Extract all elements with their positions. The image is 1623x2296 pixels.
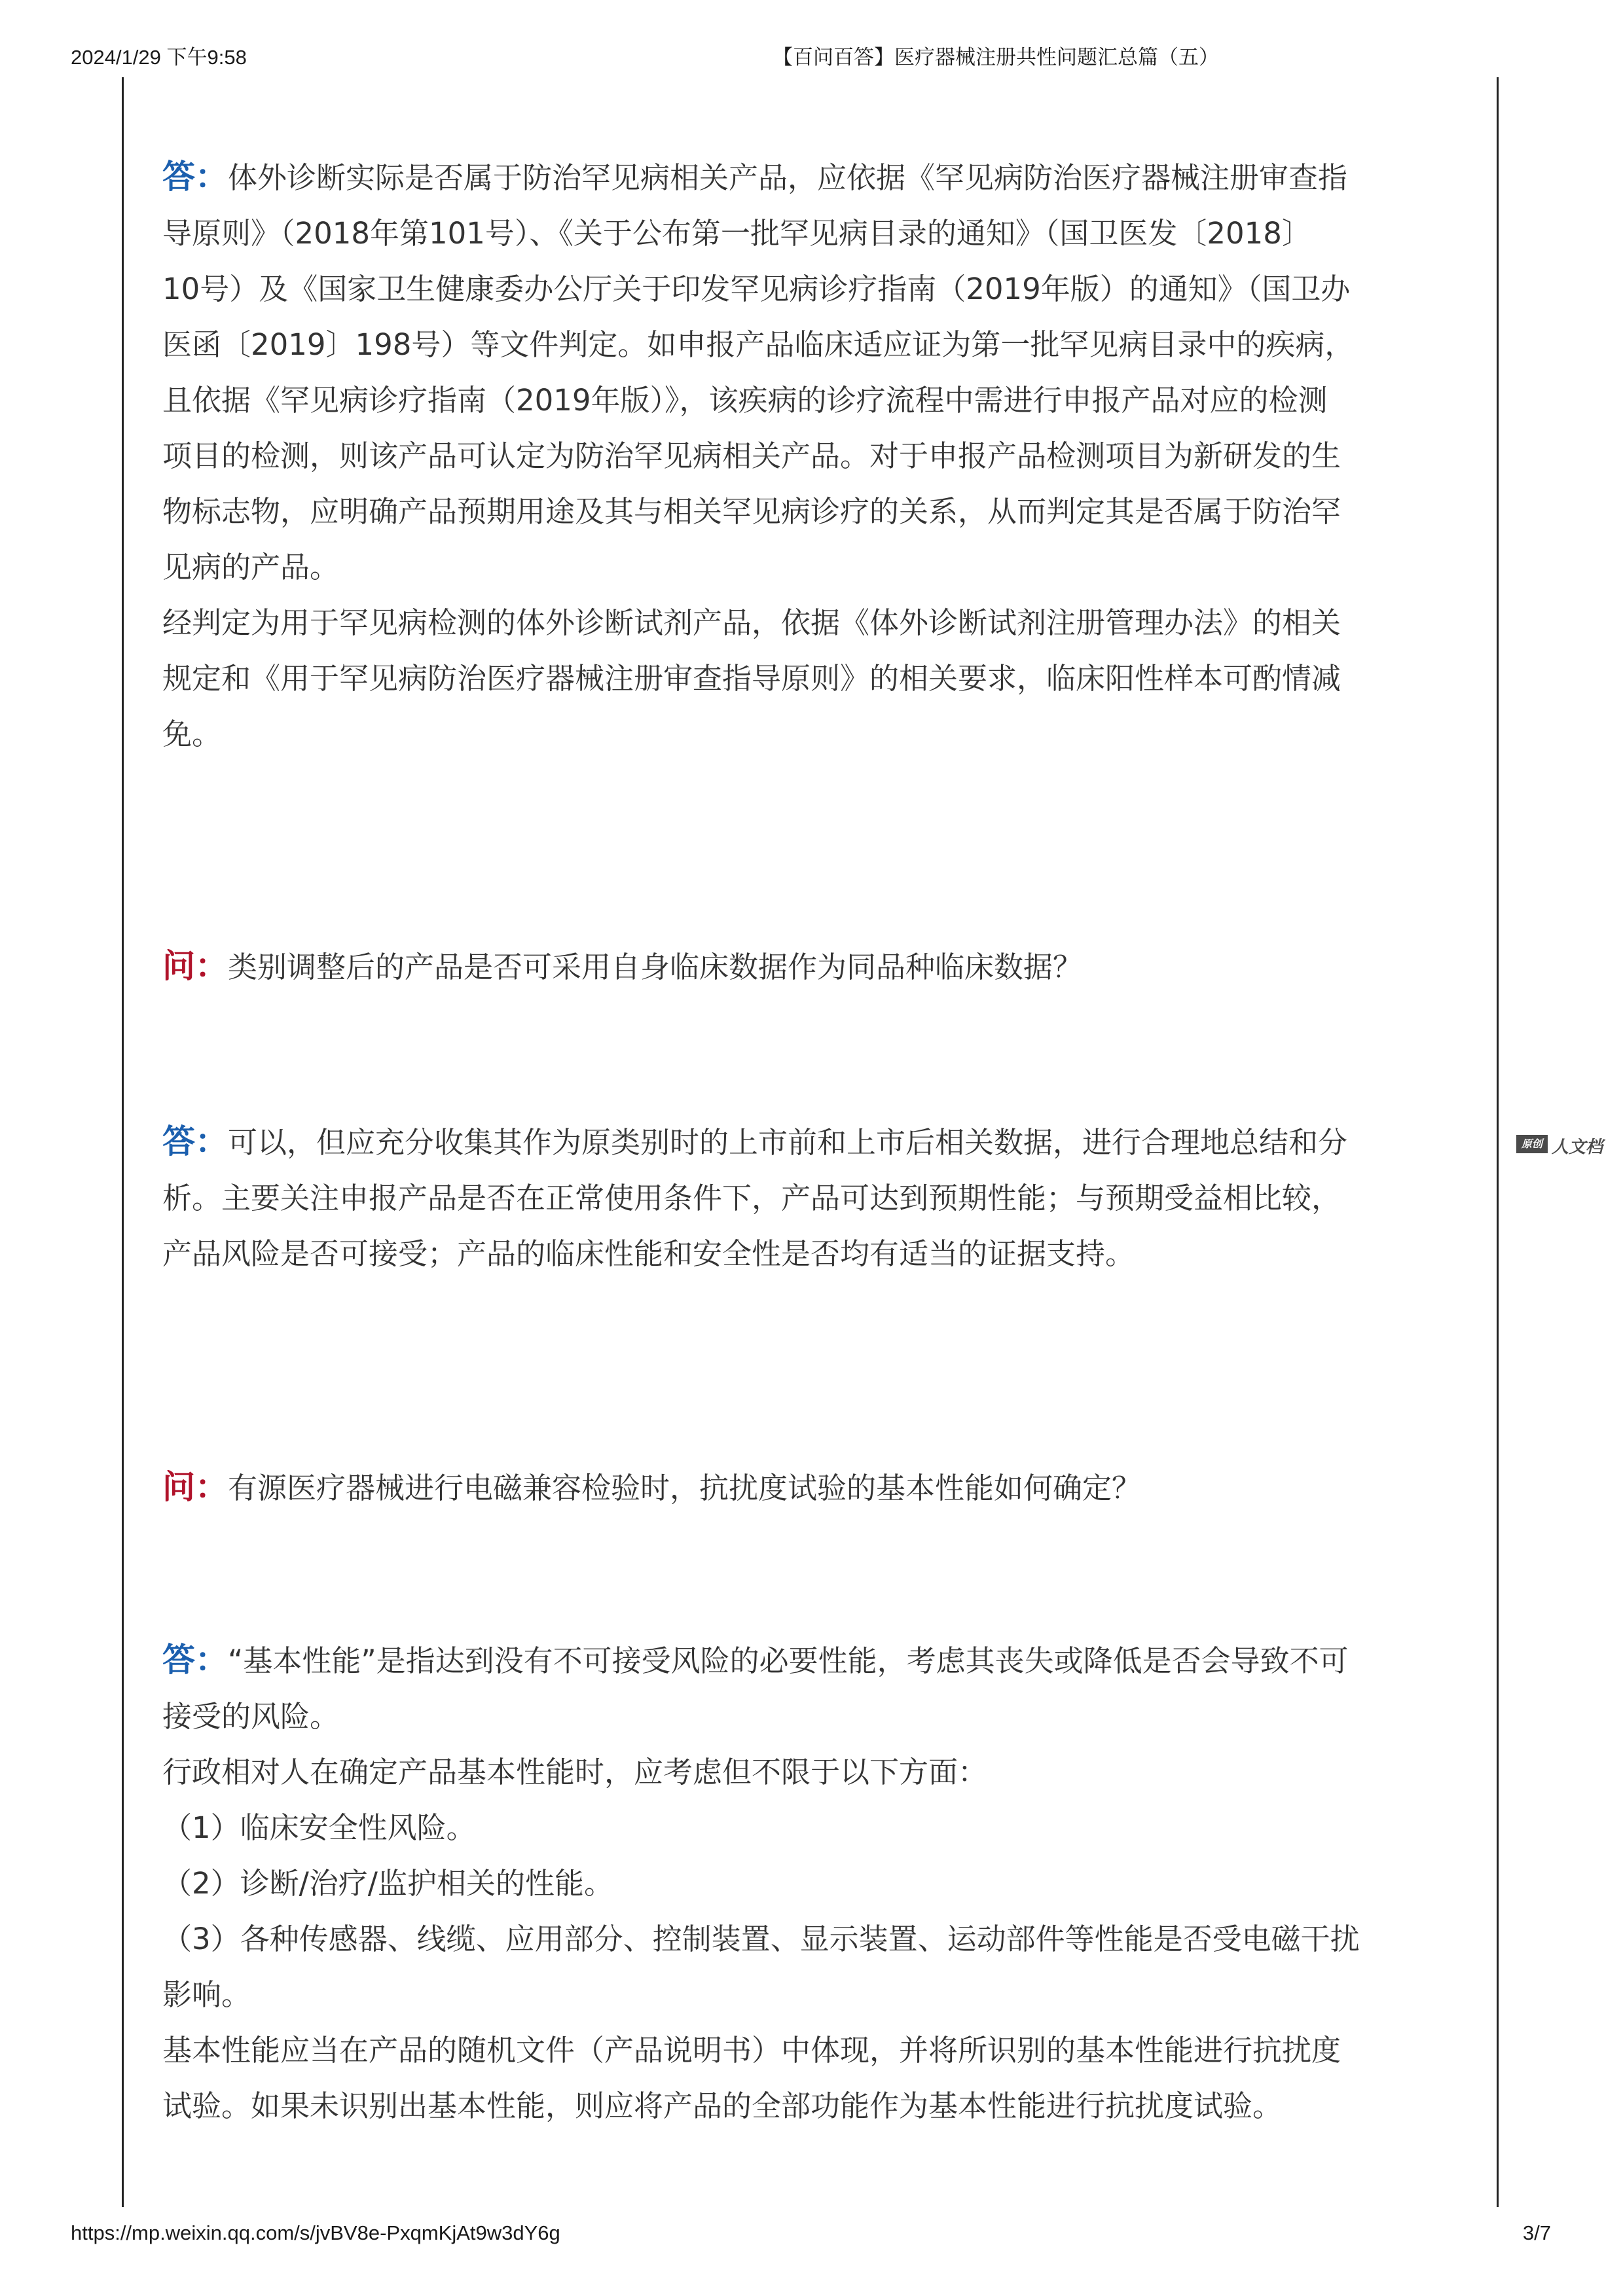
answer-text: 可以，但应充分收集其作为原类别时的上市前和上市后相关数据，进行合理地总结和分 <box>228 1125 1348 1160</box>
page-number: 3/7 <box>1522 2221 1551 2244</box>
question-text: 有源医疗器械进行电磁兼容检验时，抗扰度试验的基本性能如何确定？ <box>228 1471 1142 1505</box>
text-line: 接受的风险。 <box>162 1699 340 1734</box>
text-line <box>162 939 1465 995</box>
print-footer <box>71 2221 1551 2254</box>
text-line: 导原则》（2018年第101号）、《关于公布第一批罕见病目录的通知》（国卫医发〔2018〕 <box>162 216 1311 251</box>
question-label: 问： <box>162 947 228 985</box>
text-line: 影响。 <box>162 1977 251 2012</box>
watermark-logo-badge: 原创 <box>1516 1135 1548 1153</box>
print-page-title: 【百问百答】医疗器械注册共性问题汇总篇（五） <box>773 46 1219 69</box>
text-line: 项目的检测，则该产品可认定为防治罕见病相关产品。对于申报产品检测项目为新研发的生 <box>162 439 1341 473</box>
text-line <box>162 1460 1465 1516</box>
question-text: 类别调整后的产品是否可采用自身临床数据作为同品种临床数据？ <box>228 950 1083 984</box>
answer-label: 答： <box>162 158 228 196</box>
text-line: 基本性能应当在产品的随机文件（产品说明书）中体现，并将所识别的基本性能进行抗扰度 <box>162 2033 1341 2068</box>
text-line: 免。 <box>162 717 222 751</box>
text-line: （2）诊断/治疗/监护相关的性能。 <box>162 1866 613 1901</box>
text-line: （1）临床安全性风险。 <box>162 1810 476 1845</box>
text-line: 行政相对人在确定产品基本性能时，应考虑但不限于以下方面： <box>162 1755 988 1789</box>
answer-paragraph <box>162 1632 1465 2134</box>
answer-text: 体外诊断实际是否属于防治罕见病相关产品，应依据《罕见病防治医疗器械注册审查指 <box>228 160 1348 195</box>
question-paragraph <box>162 1460 1465 1516</box>
answer-paragraph <box>162 149 1465 762</box>
answer-label: 答： <box>162 1641 228 1679</box>
text-line: 医函〔2019〕198号）等文件判定。如申报产品临床适应证为第一批罕见病目录中的疾病， <box>162 327 1355 362</box>
text-line: 析。主要关注申报产品是否在正常使用条件下，产品可达到预期性能；与预期受益相比较， <box>162 1181 1341 1215</box>
text-line: 10号）及《国家卫生健康委办公厅关于印发罕见病诊疗指南（2019年版）的通知》（国卫办 <box>162 272 1351 306</box>
text-line <box>162 1632 1465 1689</box>
text-line: 规定和《用于罕见病防治医疗器械注册审查指导原则》的相关要求，临床阳性样本可酌情减 <box>162 661 1341 696</box>
answer-paragraph <box>162 1114 1465 1282</box>
question-paragraph <box>162 939 1465 995</box>
text-line: 且依据《罕见病诊疗指南（2019年版）》，该疾病的诊疗流程中需进行申报产品对应的检测 <box>162 383 1328 418</box>
content-border-right <box>1497 77 1499 2207</box>
print-datetime: 2024/1/29 下午9:58 <box>71 46 247 69</box>
text-line: 物标志物，应明确产品预期用途及其与相关罕见病诊疗的关系，从而判定其是否属于防治罕 <box>162 494 1341 529</box>
text-line: 产品风险是否可接受；产品的临床性能和安全性是否均有适当的证据支持。 <box>162 1236 1135 1271</box>
question-label: 问： <box>162 1468 228 1506</box>
text-line: （3）各种传感器、线缆、应用部分、控制装置、显示装置、运动部件等性能是否受电磁干扰 <box>162 1922 1360 1956</box>
page-url[interactable]: https://mp.weixin.qq.com/s/jvBV8e-PxqmKjAt9w3dY6g <box>71 2221 560 2244</box>
answer-text: “基本性能”是指达到没有不可接受风险的必要性能，考虑其丧失或降低是否会导致不可 <box>228 1643 1349 1678</box>
text-line: 试验。如果未识别出基本性能，则应将产品的全部功能作为基本性能进行抗扰度试验。 <box>162 2089 1283 2123</box>
watermark-logo-text: 人文档 <box>1552 1138 1603 1157</box>
print-header <box>71 41 1551 73</box>
content-border-left <box>122 77 124 2207</box>
text-line <box>162 1114 1465 1170</box>
text-line: 见病的产品。 <box>162 550 340 584</box>
text-line <box>162 149 1465 206</box>
text-line: 经判定为用于罕见病检测的体外诊断试剂产品，依据《体外诊断试剂注册管理办法》的相关 <box>162 605 1341 640</box>
answer-label: 答： <box>162 1122 228 1160</box>
watermark-logo <box>1516 1131 1608 1157</box>
